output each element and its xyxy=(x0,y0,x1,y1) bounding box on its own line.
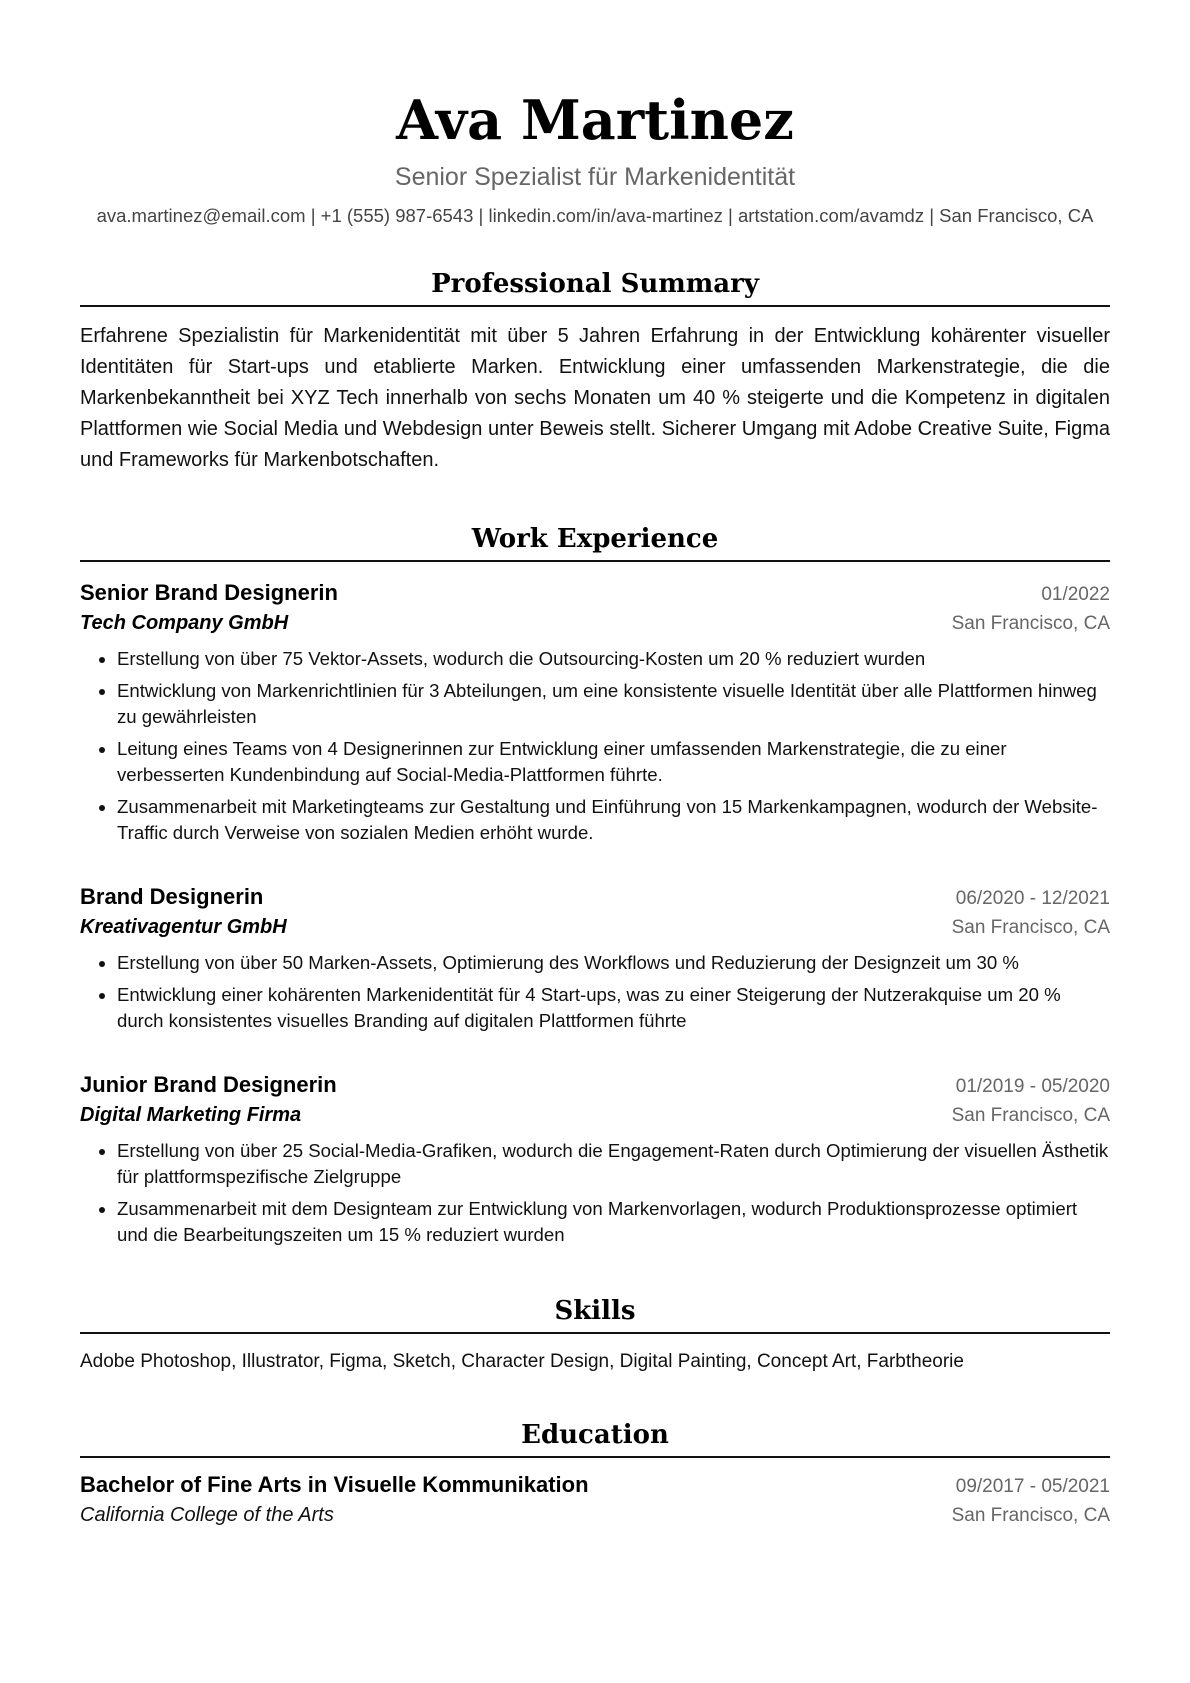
resume-header xyxy=(80,0,1110,227)
summary-section xyxy=(80,267,1110,476)
education-section xyxy=(80,1418,1110,1530)
work-section xyxy=(80,522,1110,1248)
skills-text: Adobe Photoshop, Illustrator, Figma, Sketch, Character Design, Digital Painting, Concept Art, Farbtheorie xyxy=(80,1351,964,1372)
candidate-name: Ava Martinez xyxy=(396,88,794,152)
skills-section xyxy=(80,1294,1110,1376)
job-bullets xyxy=(80,1138,1110,1248)
job-company: Digital Marketing Firma xyxy=(80,1104,302,1126)
job-location: San Francisco, CA xyxy=(951,613,1110,634)
summary-heading: Professional Summary xyxy=(80,267,1110,307)
job-location: San Francisco, CA xyxy=(951,917,1110,938)
contact-info: ava.martinez@email.com | +1 (555) 987-6543 | linkedin.com/in/ava-martinez | artstation.com/avamdz | San Francisco, CA xyxy=(96,205,1094,226)
education-school: California College of the Arts xyxy=(80,1504,334,1526)
job-bullet: • Zusammenarbeit mit Marketingteams zur Gestaltung und Einführung von 15 Markenkampagnen, wodurch der Website-Traffic durch Verweise von sozialen Medien erhöht wurde. xyxy=(117,794,1110,846)
job-company: Kreativagentur GmbH xyxy=(80,916,287,938)
education-degree: Bachelor of Fine Arts in Visuelle Kommunikation xyxy=(80,1472,589,1497)
job-bullets xyxy=(80,646,1110,846)
education-heading: Education xyxy=(80,1418,1110,1458)
education-entry xyxy=(80,1470,1110,1530)
skills-heading: Skills xyxy=(80,1294,1110,1334)
job-bullet: • Erstellung von über 25 Social-Media-Grafiken, wodurch die Engagement-Raten durch Optimierung der visuellen Ästhetik für plattformspezifische Zielgruppe xyxy=(117,1138,1110,1190)
job-role: Senior Brand Designerin xyxy=(80,580,338,605)
job-bullet: • Erstellung von über 50 Marken-Assets, Optimierung des Workflows und Reduzierung der Designzeit um 30 % xyxy=(117,950,1110,976)
job-bullet: • Zusammenarbeit mit dem Designteam zur Entwicklung von Markenvorlagen, wodurch Produktionsprozesse optimiert und die Bearbeitungszeiten um 15 % reduziert wurden xyxy=(117,1196,1110,1248)
candidate-title: Senior Spezialist für Markenidentität xyxy=(394,163,796,191)
job-entry xyxy=(80,1070,1110,1248)
job-bullet: • Erstellung von über 75 Vektor-Assets, wodurch die Outsourcing-Kosten um 20 % reduziert wurden xyxy=(117,646,1110,672)
job-bullets xyxy=(80,950,1110,1034)
summary-text: Erfahrene Spezialistin für Markenidentität mit über 5 Jahren Erfahrung in der Entwicklung kohärenter visueller Identitäten für Start-ups und etablierte Marken. Entwicklung einer umfassenden Markenstrategie, die die Markenbekanntheit bei XYZ Tech innerhalb von sechs Monaten um 40 % steigerte und die Kompetenz in digitalen Plattformen wie Social Media und Webdesign unter Beweis stellt. Sicherer Umgang mit Adobe Creative Suite, Figma und Frameworks für Markenbotschaften. xyxy=(80,325,1110,471)
education-date: 09/2017 - 05/2021 xyxy=(955,1476,1110,1497)
job-bullet: • Entwicklung einer kohärenten Markenidentität für 4 Start-ups, was zu einer Steigerung der Nutzerakquise um 20 % durch konsistentes visuelles Branding auf digitalen Plattformen führte xyxy=(117,982,1110,1034)
job-role: Junior Brand Designerin xyxy=(80,1072,337,1097)
education-location: San Francisco, CA xyxy=(951,1505,1110,1526)
job-entry xyxy=(80,882,1110,1034)
job-bullet: • Leitung eines Teams von 4 Designerinnen zur Entwicklung einer umfassenden Markenstrategie, die zu einer verbesserten Kundenbindung auf Social-Media-Plattformen führte. xyxy=(117,736,1110,788)
job-date: 01/2019 - 05/2020 xyxy=(955,1076,1110,1097)
work-heading: Work Experience xyxy=(80,522,1110,562)
job-entry xyxy=(80,578,1110,846)
job-bullet: • Entwicklung von Markenrichtlinien für 3 Abteilungen, um eine konsistente visuelle Identität über alle Plattformen hinweg zu gewährleisten xyxy=(117,678,1110,730)
job-role: Brand Designerin xyxy=(80,884,264,909)
job-location: San Francisco, CA xyxy=(951,1105,1110,1126)
job-date: 01/2022 xyxy=(1041,584,1110,605)
job-company: Tech Company GmbH xyxy=(80,612,289,634)
job-date: 06/2020 - 12/2021 xyxy=(955,888,1110,909)
